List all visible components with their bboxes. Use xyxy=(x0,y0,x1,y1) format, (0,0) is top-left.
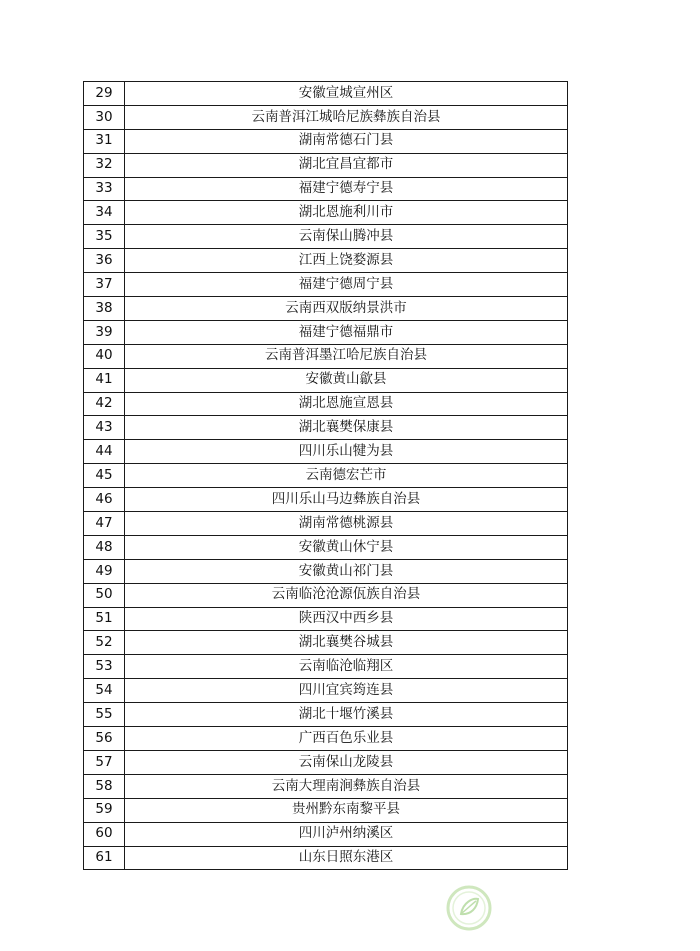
row-number-cell: 35 xyxy=(84,225,125,249)
row-number-cell: 60 xyxy=(84,822,125,846)
table-row xyxy=(84,129,568,153)
row-number-cell: 44 xyxy=(84,440,125,464)
row-number-cell: 37 xyxy=(84,273,125,297)
region-name-cell: 江西上饶婺源县 xyxy=(125,249,568,273)
row-number-cell: 47 xyxy=(84,512,125,536)
region-name-cell: 山东日照东港区 xyxy=(125,846,568,870)
table-row xyxy=(84,249,568,273)
region-name-cell: 福建宁德寿宁县 xyxy=(125,177,568,201)
table-row xyxy=(84,105,568,129)
region-name-cell: 云南保山腾冲县 xyxy=(125,225,568,249)
table-row xyxy=(84,798,568,822)
row-number-cell: 49 xyxy=(84,559,125,583)
row-number-cell: 30 xyxy=(84,105,125,129)
row-number-cell: 50 xyxy=(84,583,125,607)
row-number-cell: 58 xyxy=(84,774,125,798)
table-row xyxy=(84,655,568,679)
row-number-cell: 32 xyxy=(84,153,125,177)
table-row xyxy=(84,846,568,870)
row-number-cell: 29 xyxy=(84,82,125,106)
region-name-cell: 陕西汉中西乡县 xyxy=(125,607,568,631)
region-name-cell: 云南大理南涧彝族自治县 xyxy=(125,774,568,798)
region-name-cell: 福建宁德福鼎市 xyxy=(125,320,568,344)
table-row xyxy=(84,774,568,798)
row-number-cell: 46 xyxy=(84,488,125,512)
row-number-cell: 31 xyxy=(84,129,125,153)
row-number-cell: 51 xyxy=(84,607,125,631)
row-number-cell: 52 xyxy=(84,631,125,655)
region-name-cell: 湖南常德桃源县 xyxy=(125,512,568,536)
row-number-cell: 43 xyxy=(84,416,125,440)
table-row xyxy=(84,440,568,464)
table-row xyxy=(84,583,568,607)
region-name-cell: 云南临沧沧源佤族自治县 xyxy=(125,583,568,607)
region-name-cell: 云南保山龙陵县 xyxy=(125,750,568,774)
row-number-cell: 38 xyxy=(84,297,125,321)
region-name-cell: 四川乐山犍为县 xyxy=(125,440,568,464)
row-number-cell: 41 xyxy=(84,368,125,392)
region-name-cell: 安徽黄山祁门县 xyxy=(125,559,568,583)
table-row xyxy=(84,368,568,392)
table-row xyxy=(84,727,568,751)
table-row xyxy=(84,488,568,512)
row-number-cell: 42 xyxy=(84,392,125,416)
table-row xyxy=(84,320,568,344)
row-number-cell: 53 xyxy=(84,655,125,679)
region-name-cell: 安徽宣城宣州区 xyxy=(125,82,568,106)
row-number-cell: 34 xyxy=(84,201,125,225)
row-number-cell: 61 xyxy=(84,846,125,870)
row-number-cell: 57 xyxy=(84,750,125,774)
table-row xyxy=(84,822,568,846)
row-number-cell: 56 xyxy=(84,727,125,751)
region-name-cell: 湖北襄樊谷城县 xyxy=(125,631,568,655)
region-name-cell: 湖南常德石门县 xyxy=(125,129,568,153)
region-name-cell: 湖北恩施利川市 xyxy=(125,201,568,225)
table-row xyxy=(84,512,568,536)
region-name-cell: 云南德宏芒市 xyxy=(125,464,568,488)
table-row xyxy=(84,559,568,583)
region-name-cell: 贵州黔东南黎平县 xyxy=(125,798,568,822)
table-row xyxy=(84,392,568,416)
table-row xyxy=(84,82,568,106)
region-name-cell: 云南普洱江城哈尼族彝族自治县 xyxy=(125,105,568,129)
table-row xyxy=(84,464,568,488)
row-number-cell: 39 xyxy=(84,320,125,344)
region-name-cell: 湖北恩施宣恩县 xyxy=(125,392,568,416)
table-row xyxy=(84,535,568,559)
row-number-cell: 54 xyxy=(84,679,125,703)
table-row xyxy=(84,201,568,225)
leaf-logo-icon xyxy=(445,884,493,932)
region-name-cell: 云南西双版纳景洪市 xyxy=(125,297,568,321)
table-row xyxy=(84,679,568,703)
table-row xyxy=(84,344,568,368)
row-number-cell: 36 xyxy=(84,249,125,273)
table-row xyxy=(84,225,568,249)
table-row xyxy=(84,703,568,727)
region-name-cell: 四川泸州纳溪区 xyxy=(125,822,568,846)
table-row xyxy=(84,607,568,631)
row-number-cell: 48 xyxy=(84,535,125,559)
region-name-cell: 四川宜宾筠连县 xyxy=(125,679,568,703)
row-number-cell: 55 xyxy=(84,703,125,727)
row-number-cell: 40 xyxy=(84,344,125,368)
table-row xyxy=(84,273,568,297)
region-name-cell: 安徽黄山歙县 xyxy=(125,368,568,392)
row-number-cell: 33 xyxy=(84,177,125,201)
table-row xyxy=(84,153,568,177)
region-name-cell: 云南普洱墨江哈尼族自治县 xyxy=(125,344,568,368)
region-name-cell: 湖北襄樊保康县 xyxy=(125,416,568,440)
county-list-table xyxy=(83,81,568,870)
region-name-cell: 广西百色乐业县 xyxy=(125,727,568,751)
table-row xyxy=(84,750,568,774)
region-name-cell: 安徽黄山休宁县 xyxy=(125,535,568,559)
table-row xyxy=(84,416,568,440)
region-name-cell: 四川乐山马边彝族自治县 xyxy=(125,488,568,512)
row-number-cell: 59 xyxy=(84,798,125,822)
table-row xyxy=(84,631,568,655)
table-row xyxy=(84,297,568,321)
region-name-cell: 云南临沧临翔区 xyxy=(125,655,568,679)
row-number-cell: 45 xyxy=(84,464,125,488)
region-name-cell: 湖北十堰竹溪县 xyxy=(125,703,568,727)
table-row xyxy=(84,177,568,201)
region-name-cell: 湖北宜昌宜都市 xyxy=(125,153,568,177)
region-name-cell: 福建宁德周宁县 xyxy=(125,273,568,297)
table-body xyxy=(84,82,568,870)
